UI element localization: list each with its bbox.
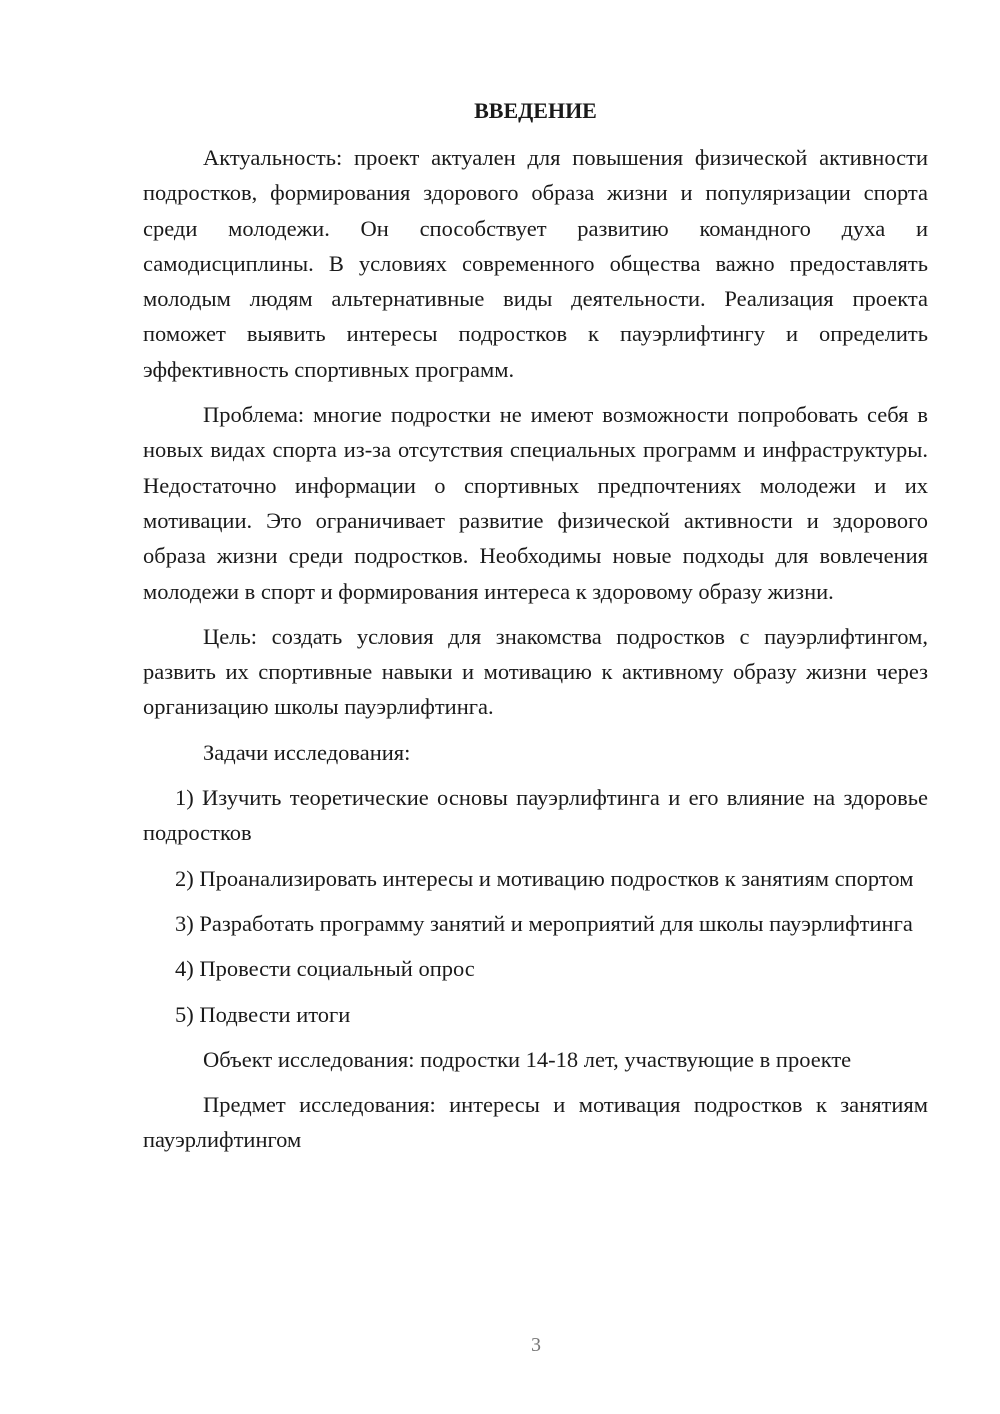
page-content <box>143 96 928 1158</box>
paragraph-object: Объект исследования: подростки 14-18 лет, участвующие в проекте <box>203 1046 852 1072</box>
page-number: 3 <box>531 1334 541 1356</box>
task-item: 4) Провести социальный опрос <box>175 956 475 982</box>
task-item: 2) Проанализировать интересы и мотивацию подростков к занятиям спортом <box>175 865 914 891</box>
paragraph-goal: Цель: создать условия для знакомства подростков с пауэрлифтингом, развить их спортивные навыки и мотивацию к активному образу жизни через организацию школы пауэрлифтинга. <box>143 623 928 720</box>
paragraph-subject: Предмет исследования: интересы и мотивация подростков к занятиям пауэрлифтингом <box>143 1092 928 1153</box>
task-item: 1) Изучить теоретические основы пауэрлифтинга и его влияние на здоровье подростков <box>143 785 928 846</box>
paragraph-problem: Проблема: многие подростки не имеют возможности попробовать себя в новых видах спорта из-за отсутствия специальных программ и инфраструктуры. Недостаточно информации о спортивных предпочтениях молодежи и их мотивации. Это ограничивает развитие физической активности и здорового образа жизни среди подростков. Необходимы новые подходы для вовлечения молодежи в спорт и формирования интереса к здоровому образу жизни. <box>143 402 928 604</box>
section-heading: ВВЕДЕНИЕ <box>474 98 597 123</box>
page-number-footer <box>0 1334 1000 1357</box>
paragraph-relevance: Актуальность: проект актуален для повышения физической активности подростков, формирования здорового образа жизни и популяризации спорта среди молодежи. Он способствует развитию командного духа и самодисциплины. В условиях современного общества важно предоставлять молодым людям альтернативные виды деятельности. Реализация проекта поможет выявить интересы подростков к пауэрлифтингу и определить эффективность спортивных программ. <box>143 145 928 382</box>
tasks-title: Задачи исследования: <box>203 739 411 765</box>
task-item: 5) Подвести итоги <box>175 1001 351 1027</box>
task-item: 3) Разработать программу занятий и мероприятий для школы пауэрлифтинга <box>175 910 913 936</box>
